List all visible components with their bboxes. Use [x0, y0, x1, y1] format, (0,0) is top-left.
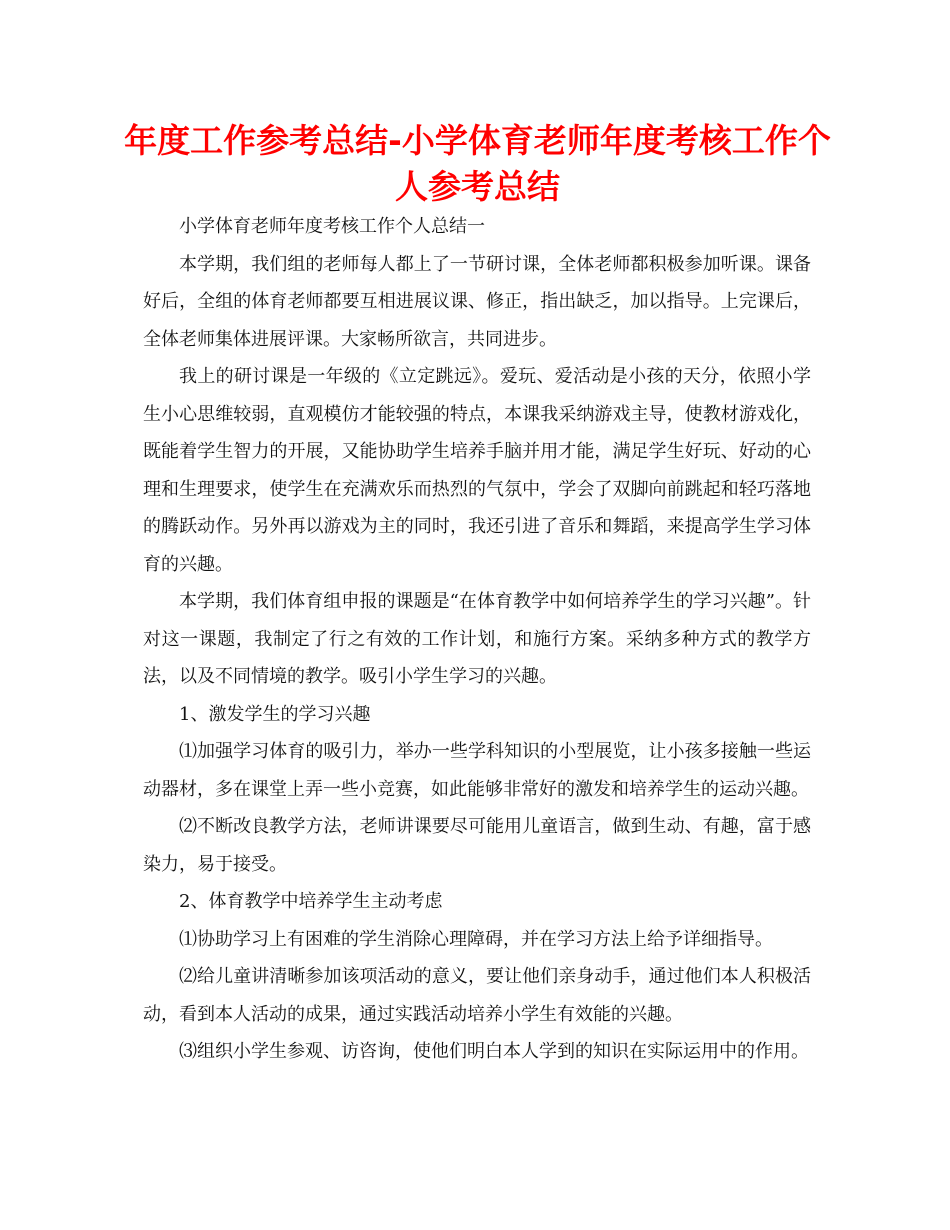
document-title: 年度工作参考总结-小学体育老师年度考核工作个人参考总结: [124, 121, 831, 206]
section-heading: 小学体育老师年度考核工作个人总结一: [179, 216, 485, 237]
list-item: ⑵给儿童讲清晰参加该项活动的意义，要让他们亲身动手，通过他们本人积极活动，看到本人活动的成果，通过实践活动培养小学生有效能的兴趣。: [143, 966, 811, 1025]
list-item: ⑴协助学习上有困难的学生消除心理障碍，并在学习方法上给予详细指导。: [179, 928, 773, 950]
list-item: ⑴加强学习体育的吸引力，举办一些学科知识的小型展览，让小孩多接触一些运动器材，多在课堂上弄一些小竞赛，如此能够非常好的激发和培养学生的运动兴趣。: [143, 741, 811, 800]
list-item: ⑶组织小学生参观、访咨询，使他们明白本人学到的知识在实际运用中的作用。: [179, 1041, 809, 1062]
paragraph: 本学期，我们体育组申报的课题是“在体育教学中如何培养学生的学习兴趣”。针对这一课题，我制定了行之有效的工作计划，和施行方案。采纳多种方式的教学方法，以及不同情境的教学。吸引小学生学习的兴趣。: [143, 591, 811, 687]
document-body: [143, 208, 811, 1071]
list-item: ⑵不断改良教学方法，老师讲课要尽可能用儿童语言，做到生动、有趣，富于感染力，易于接受。: [143, 816, 811, 875]
paragraph: 我上的研讨课是一年级的《立定跳远》。爱玩、爱活动是小孩的天分，依照小学生小心思维较弱，直观模仿才能较强的特点，本课我采纳游戏主导，使教材游戏化，既能着学生智力的开展，又能协助学生培养手脑并用才能，满足学生好玩、好动的心理和生理要求，使学生在充满欢乐而热烈的气氛中，学会了双脚向前跳起和轻巧落地的腾跃动作。另外再以游戏为主的同时，我还引进了音乐和舞蹈，来提高学生学习体育的兴趣。: [143, 366, 811, 575]
list-heading: 2、体育教学中培养学生主动考虑: [179, 891, 443, 912]
list-heading: 1、激发学生的学习兴趣: [179, 703, 371, 725]
paragraph: 本学期，我们组的老师每人都上了一节研讨课，全体老师都积极参加听课。课备好后，全组的体育老师都要互相进展议课、修正，指出缺乏，加以指导。上完课后，全体老师集体进展评课。大家畅所欲言，共同进步。: [143, 253, 811, 350]
